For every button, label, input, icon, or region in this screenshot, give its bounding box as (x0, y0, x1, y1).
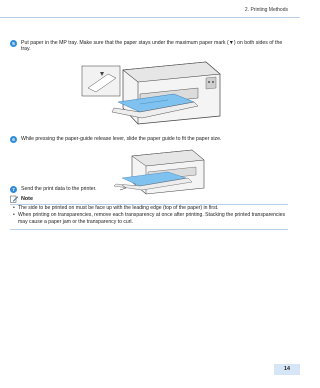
step-number: 6 (10, 136, 17, 143)
note-bottom-divider (10, 229, 288, 230)
step-6 (10, 136, 289, 143)
note-item: • When printing on transparencies, remove each transparency at once after printing. Stacking the printed transparencies may cause a paper jam or the transparency to curl. (13, 212, 286, 225)
step-text: Put paper in the MP tray. Make sure that the paper stays under the maximum paper mark (▼) on both sides of the tray. (21, 40, 283, 53)
note-heading (10, 195, 33, 203)
note-list (13, 205, 285, 226)
step-number: 7 (10, 186, 17, 193)
step-text: Send the print data to the printer. (21, 186, 97, 192)
page-number: 14 (284, 366, 290, 372)
mp-tray-paper-illustration (78, 58, 228, 130)
note-item: • The side to be printed on must be face up with the leading edge (top of the paper) in first. (13, 205, 219, 211)
header-divider (0, 17, 300, 18)
note-title: Note (21, 196, 33, 202)
step-7 (10, 186, 289, 193)
section-header: 2. Printing Methods (244, 7, 288, 13)
note-item-text: When printing on transparencies, remove each transparency at once after printing. Stacking the printed transparencies may cause a paper jam or the transparency to curl. (18, 212, 286, 225)
step-number: 5 (10, 40, 17, 47)
note-item-text: The side to be printed on must be face up with the leading edge (top of the paper) in first. (18, 205, 219, 211)
note-pencil-icon (10, 195, 18, 203)
step-text: While pressing the paper-guide release lever, slide the paper guide to fit the paper size. (21, 136, 222, 142)
step-5 (10, 40, 289, 53)
